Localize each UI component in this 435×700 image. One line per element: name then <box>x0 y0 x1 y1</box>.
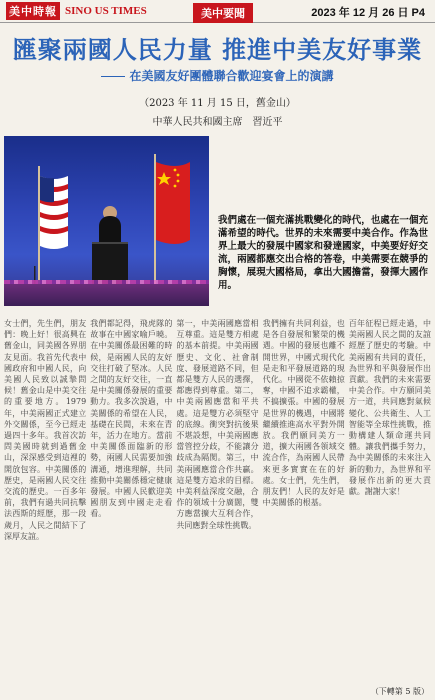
us-flag-icon <box>38 166 68 286</box>
china-flag-icon <box>154 154 190 286</box>
body-column-1: 女士們，先生們，朋友們：晚上好！很高興在舊金山，同美國各界朋友見面。我首先代表中國政府和中國人民，向美國人民致以誠摯問候！舊金山是中美交往的重要地方。1979年，中美兩國正式建立外交關係，至今已經走過四十多年。我首次訪問美國時就到過舊金山，深深感受到這裡的開放包容。中美關係的歷史，是兩國人民交往交流的歷史。一百多年前，我們有過共同抗擊法西斯的經歷，那一段歲月，人民之間結下了深厚友誼。 <box>4 319 87 541</box>
pull-quote: 我們處在一個充滿挑戰變化的時代，也處在一個充滿希望的時代。世界的未來需要中美合作。作為世界上最大的發展中國家和發達國家，中美要好好交流，兩國都應交出合格的答卷，中美需要在競爭的胸懷，展現大國格局，拿出大國擔當，發揮大國作用。 <box>218 215 428 291</box>
byline-name: 習近平 <box>252 117 283 128</box>
date-page-label: 2023 年 12 月 26 日 P4 <box>311 7 425 19</box>
section-tag: 美中要聞 <box>193 3 253 23</box>
body-column-4: 我們擁有共同利益，也是各自發展和繁榮的機遇。中國的發展也離不開世界，中國式現代化是走和平發展道路的現代化。中國從不依賴掠奪，中國不追求霸權，不搞擴張。中國的發展是世界的機遇，中國將繼續推進高水平對外開放。我們願同美方一道，擴大兩國各領域交流合作，為兩國人民帶來更多實實在在的好處。女士們，先生們，朋友們！人民的友好是中美關係的根基。 <box>262 319 345 508</box>
stage-base <box>4 284 209 306</box>
article-headline: 匯聚兩國人民力量 推進中美友好事業 <box>12 36 423 64</box>
article-subhead <box>0 67 435 84</box>
article-byline <box>0 113 435 128</box>
article-body <box>4 318 431 686</box>
article-dateline: （2023 年 11 月 15 日，舊金山） <box>139 98 296 109</box>
body-column-2: 我們都記得，飛虎隊的故事在中國家喻戶曉。在中美關係最困難的時候，是兩國人民的友好交往打破了堅冰。人民之間的友好交往，一直是中美關係發展的重要動力。我多次說過，中美關係的希望在人民，基礎在民間，未來在青年，活力在地方。當前中美關係面臨新的形勢，兩國人民需要加強溝通，增進理解，共同推動中美關係穩定健康發展。中國人民歡迎美國朋友到中國走走看看。 <box>90 319 173 519</box>
body-column-3: 第一，中美兩國應當相互尊重。這是雙方相處的基本前提。中美兩國歷史、文化、社會制度、發展道路不同，但都是雙方人民的選擇，都應得到尊重。第二，中美兩國應當和平共處。這是雙方必須堅守的底線。衝突對抗後果不堪設想，中美兩國應當管控分歧，不能讓分歧成為隔閡。第三，中美兩國應當合作共贏。這是雙方追求的目標。中美利益深度交融，合作的領域十分廣闊，雙方應當擴大互利合作，共同應對全球性挑戰。 <box>176 319 259 530</box>
logo-english[interactable]: SINO US TIMES <box>65 5 147 17</box>
logo-chinese[interactable]: 美中時報 <box>6 2 60 20</box>
body-column-5: 百年征程已經走過，中美兩國人民之間的友誼經歷了歷史的考驗。中美兩國有共同的責任，為世界和平與發展作出貢獻。我們的未來需要中美合作。中方願同美方一道，共同應對氣候變化、公共衛生、人工智能等全球性挑戰，推動構建人類命運共同體。讓我們攜手努力，為中美關係的未來注入新的動力，為世界和平發展作出新的更大貢獻。謝謝大家！ <box>348 319 432 497</box>
byline-role: 中華人民共和國主席 <box>152 117 243 128</box>
subhead-text: 在美國友好團體聯合歡迎宴會上的演講 <box>129 69 334 83</box>
continued-note[interactable]: （下轉第 5 版） <box>370 687 429 696</box>
article-photo[interactable] <box>4 136 209 306</box>
subhead-dash <box>101 76 125 77</box>
